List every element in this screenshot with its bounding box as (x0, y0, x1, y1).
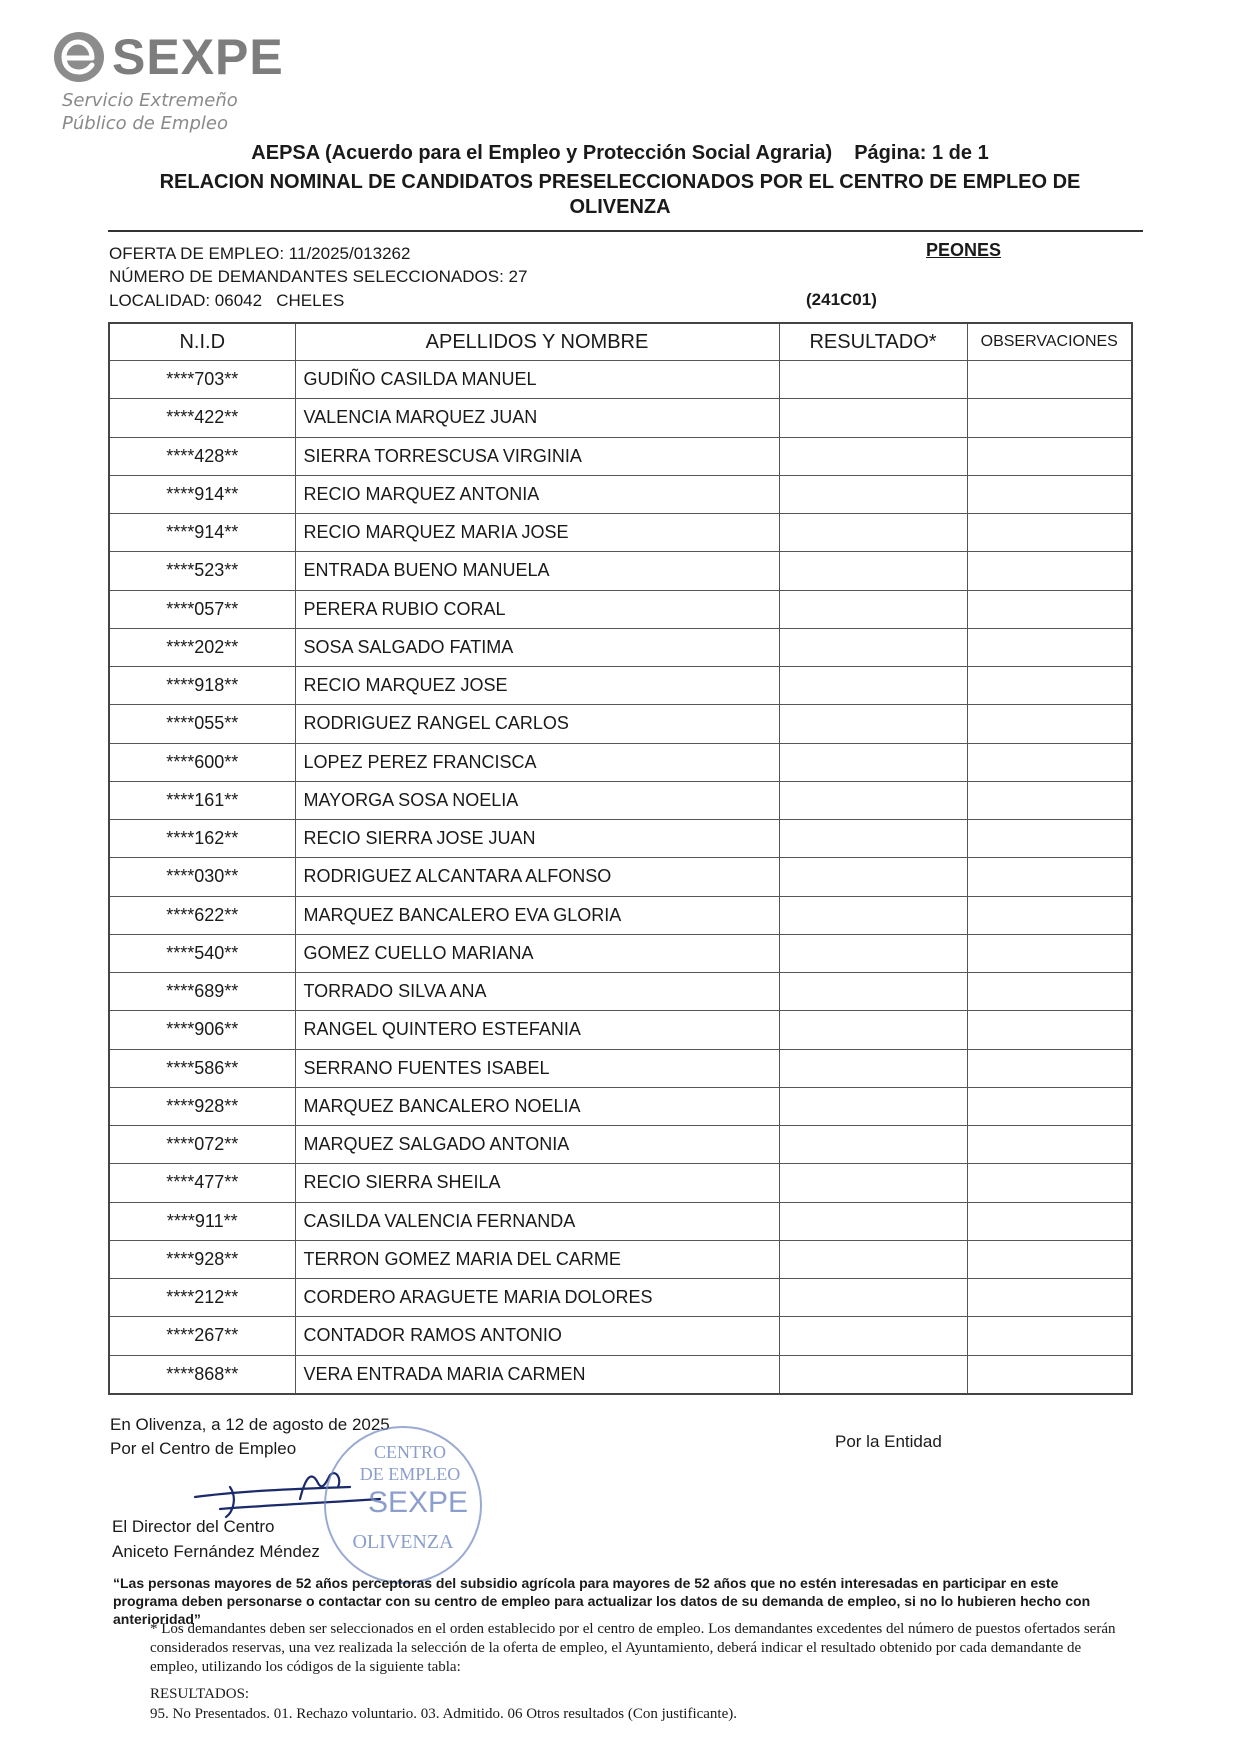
header-resultado: RESULTADO* (779, 323, 967, 361)
cell-observaciones[interactable] (967, 743, 1132, 781)
cell-nid: ****030** (109, 858, 295, 896)
cell-nombre: MARQUEZ BANCALERO NOELIA (295, 1087, 779, 1125)
cell-observaciones[interactable] (967, 781, 1132, 819)
cell-nid: ****622** (109, 896, 295, 934)
cell-nid: ****600** (109, 743, 295, 781)
cell-nid: ****072** (109, 1126, 295, 1164)
cell-nombre: LOPEZ PEREZ FRANCISCA (295, 743, 779, 781)
cell-nombre: MAYORGA SOSA NOELIA (295, 781, 779, 819)
cell-nid: ****689** (109, 973, 295, 1011)
table-row (109, 973, 1132, 1011)
cell-resultado[interactable] (779, 934, 967, 972)
candidates-table (108, 322, 1133, 1395)
table-row (109, 361, 1132, 399)
cell-nombre: RECIO SIERRA JOSE JUAN (295, 820, 779, 858)
table-row (109, 743, 1132, 781)
cell-nombre: SERRANO FUENTES ISABEL (295, 1049, 779, 1087)
header-observaciones: OBSERVACIONES (967, 323, 1132, 361)
cell-observaciones[interactable] (967, 1164, 1132, 1202)
results-codes: 95. No Presentados. 01. Rechazo voluntario. 03. Admitido. 06 Otros resultados (Con justificante). (150, 1706, 737, 1722)
cell-nid: ****212** (109, 1279, 295, 1317)
cell-nombre: CONTADOR RAMOS ANTONIO (295, 1317, 779, 1355)
cell-resultado[interactable] (779, 973, 967, 1011)
cell-resultado[interactable] (779, 437, 967, 475)
cell-nombre: RECIO MARQUEZ JOSE (295, 667, 779, 705)
cell-nombre: CORDERO ARAGUETE MARIA DOLORES (295, 1279, 779, 1317)
cell-observaciones[interactable] (967, 590, 1132, 628)
cell-resultado[interactable] (779, 628, 967, 666)
cell-nid: ****911** (109, 1202, 295, 1240)
cell-resultado[interactable] (779, 590, 967, 628)
stamp-brand: SEXPE (367, 1486, 469, 1519)
cell-resultado[interactable] (779, 667, 967, 705)
cell-nid: ****523** (109, 552, 295, 590)
cell-nombre: VALENCIA MARQUEZ JUAN (295, 399, 779, 437)
cell-resultado[interactable] (779, 1279, 967, 1317)
cell-nid: ****162** (109, 820, 295, 858)
cell-observaciones[interactable] (967, 552, 1132, 590)
puesto-label: PEONES (926, 240, 1002, 260)
numero-demandantes: NÚMERO DE DEMANDANTES SELECCIONADOS: 27 (109, 267, 528, 286)
cell-resultado[interactable] (779, 361, 967, 399)
table-row (109, 1011, 1132, 1049)
cell-observaciones[interactable] (967, 514, 1132, 552)
cell-nombre: GOMEZ CUELLO MARIANA (295, 934, 779, 972)
cell-observaciones[interactable] (967, 973, 1132, 1011)
cell-nid: ****906** (109, 1011, 295, 1049)
cell-nid: ****428** (109, 437, 295, 475)
cell-nombre: CASILDA VALENCIA FERNANDA (295, 1202, 779, 1240)
cell-resultado[interactable] (779, 743, 967, 781)
table-row (109, 1202, 1132, 1240)
table-row (109, 475, 1132, 513)
table-row (109, 399, 1132, 437)
cell-nombre: ENTRADA BUENO MANUELA (295, 552, 779, 590)
cell-observaciones[interactable] (967, 437, 1132, 475)
director-name: Aniceto Fernández Méndez (112, 1542, 320, 1561)
cell-resultado[interactable] (779, 1202, 967, 1240)
cell-resultado[interactable] (779, 399, 967, 437)
cell-nid: ****540** (109, 934, 295, 972)
cell-nombre: RODRIGUEZ ALCANTARA ALFONSO (295, 858, 779, 896)
cell-nid: ****703** (109, 361, 295, 399)
cell-resultado[interactable] (779, 1011, 967, 1049)
cell-observaciones[interactable] (967, 1317, 1132, 1355)
program-title: AEPSA (Acuerdo para el Empleo y Protección Social Agraria) (251, 142, 833, 164)
cell-observaciones[interactable] (967, 361, 1132, 399)
cell-nombre: SIERRA TORRESCUSA VIRGINIA (295, 437, 779, 475)
subsidio-notice: “Las personas mayores de 52 años perceptoras del subsidio agrícola para mayores de 52 años que no estén interesadas en participar en este programa deben personarse o contactar con su centro de empleo para actualizar los datos de su demanda de empleo, si no lo hubieren hecho con anterioridad” (113, 1575, 1091, 1627)
cell-observaciones[interactable] (967, 1126, 1132, 1164)
cell-observaciones[interactable] (967, 1049, 1132, 1087)
cell-observaciones[interactable] (967, 820, 1132, 858)
cell-nid: ****918** (109, 667, 295, 705)
cell-observaciones[interactable] (967, 475, 1132, 513)
cell-resultado[interactable] (779, 820, 967, 858)
table-row (109, 628, 1132, 666)
cell-nombre: RECIO MARQUEZ MARIA JOSE (295, 514, 779, 552)
table-row (109, 552, 1132, 590)
cell-nid: ****267** (109, 1317, 295, 1355)
cell-resultado[interactable] (779, 1049, 967, 1087)
cell-nid: ****586** (109, 1049, 295, 1087)
table-row (109, 705, 1132, 743)
table-row (109, 896, 1132, 934)
page-indicator: Página: 1 de 1 (854, 142, 989, 164)
cell-resultado[interactable] (779, 1126, 967, 1164)
cell-resultado[interactable] (779, 896, 967, 934)
table-row (109, 667, 1132, 705)
table-row (109, 590, 1132, 628)
cell-resultado[interactable] (779, 514, 967, 552)
logo-brand: SEXPE (112, 29, 284, 85)
cell-nombre: TERRON GOMEZ MARIA DEL CARME (295, 1240, 779, 1278)
header-divider (108, 230, 1143, 232)
cell-nid: ****422** (109, 399, 295, 437)
table-row (109, 1126, 1132, 1164)
cell-observaciones[interactable] (967, 628, 1132, 666)
results-title: RESULTADOS: (150, 1686, 250, 1702)
oferta-empleo: OFERTA DE EMPLEO: 11/2025/013262 (109, 244, 411, 263)
table-row (109, 437, 1132, 475)
cell-nid: ****914** (109, 514, 295, 552)
director-label: El Director del Centro (112, 1517, 275, 1536)
sexpe-logo-icon (52, 30, 106, 84)
cell-nombre: TORRADO SILVA ANA (295, 973, 779, 1011)
cell-resultado[interactable] (779, 1164, 967, 1202)
table-row (109, 934, 1132, 972)
table-row (109, 1049, 1132, 1087)
cell-nombre: VERA ENTRADA MARIA CARMEN (295, 1355, 779, 1394)
cell-resultado[interactable] (779, 552, 967, 590)
cell-observaciones[interactable] (967, 705, 1132, 743)
cell-resultado[interactable] (779, 858, 967, 896)
cell-observaciones[interactable] (967, 1279, 1132, 1317)
header-nombre: APELLIDOS Y NOMBRE (295, 323, 779, 361)
cell-observaciones[interactable] (967, 399, 1132, 437)
cell-nid: ****914** (109, 475, 295, 513)
document-title (0, 142, 1240, 165)
stamp-line-3: OLIVENZA (352, 1531, 454, 1553)
cell-resultado[interactable] (779, 1087, 967, 1125)
cell-observaciones[interactable] (967, 1355, 1132, 1394)
cell-observaciones[interactable] (967, 1011, 1132, 1049)
cell-resultado[interactable] (779, 1240, 967, 1278)
cell-nombre: RANGEL QUINTERO ESTEFANIA (295, 1011, 779, 1049)
logo-line-2: Público de Empleo (62, 113, 228, 134)
cell-nid: ****868** (109, 1355, 295, 1394)
cell-nid: ****928** (109, 1240, 295, 1278)
cell-resultado[interactable] (779, 1317, 967, 1355)
cell-nid: ****161** (109, 781, 295, 819)
cell-observaciones[interactable] (967, 1087, 1132, 1125)
selection-note: * Los demandantes deben ser seleccionados en el orden establecido por el centro de empleo. Los demandantes excedentes del número de puestos ofertados serán considerados reservas, una vez realizada la selección de la oferta de empleo, el Ayuntamiento, deberá indicar el resultado obtenido por cada demandante de empleo, utilizando los códigos de la siguiente tabla: (150, 1621, 1116, 1675)
cell-observaciones[interactable] (967, 667, 1132, 705)
stamp-line-1: CENTRO (374, 1442, 446, 1462)
cell-nid: ****477** (109, 1164, 295, 1202)
table-header-row (109, 323, 1132, 361)
cell-nombre: RECIO MARQUEZ ANTONIA (295, 475, 779, 513)
cell-nid: ****202** (109, 628, 295, 666)
table-row (109, 858, 1132, 896)
sexpe-logo (52, 28, 312, 138)
cell-nombre: GUDIÑO CASILDA MANUEL (295, 361, 779, 399)
table-row (109, 1087, 1132, 1125)
cell-nid: ****057** (109, 590, 295, 628)
cell-nid: ****055** (109, 705, 295, 743)
cell-nombre: MARQUEZ SALGADO ANTONIA (295, 1126, 779, 1164)
table-row (109, 820, 1132, 858)
table-row (109, 1164, 1132, 1202)
cell-observaciones[interactable] (967, 934, 1132, 972)
table-row (109, 781, 1132, 819)
document-subtitle: RELACION NOMINAL DE CANDIDATOS PRESELECCIONADOS POR EL CENTRO DE EMPLEO DE OLIVENZA (159, 171, 1081, 218)
logo-line-1: Servicio Extremeño (62, 90, 238, 111)
cell-resultado[interactable] (779, 781, 967, 819)
cell-resultado[interactable] (779, 1355, 967, 1394)
por-centro-label: Por el Centro de Empleo (110, 1439, 297, 1458)
table-row (109, 1240, 1132, 1278)
cell-nombre: MARQUEZ BANCALERO EVA GLORIA (295, 896, 779, 934)
cell-resultado[interactable] (779, 475, 967, 513)
cell-resultado[interactable] (779, 705, 967, 743)
offer-code: (241C01) (806, 290, 877, 309)
table-row (109, 1355, 1132, 1394)
table-row (109, 514, 1132, 552)
cell-nombre: RECIO SIERRA SHEILA (295, 1164, 779, 1202)
por-entidad-label: Por la Entidad (835, 1432, 942, 1451)
cell-nombre: SOSA SALGADO FATIMA (295, 628, 779, 666)
cell-observaciones[interactable] (967, 1202, 1132, 1240)
localidad: LOCALIDAD: 06042 CHELES (109, 291, 345, 310)
table-row (109, 1317, 1132, 1355)
cell-nombre: RODRIGUEZ RANGEL CARLOS (295, 705, 779, 743)
cell-observaciones[interactable] (967, 896, 1132, 934)
place-date: En Olivenza, a 12 de agosto de 2025 (110, 1415, 390, 1434)
header-nid: N.I.D (109, 323, 295, 361)
cell-nid: ****928** (109, 1087, 295, 1125)
table-row (109, 1279, 1132, 1317)
cell-nombre: PERERA RUBIO CORAL (295, 590, 779, 628)
stamp-line-2: DE EMPLEO (359, 1464, 461, 1484)
sexpe-olivenza-stamp (318, 1420, 488, 1590)
cell-observaciones[interactable] (967, 858, 1132, 896)
cell-observaciones[interactable] (967, 1240, 1132, 1278)
